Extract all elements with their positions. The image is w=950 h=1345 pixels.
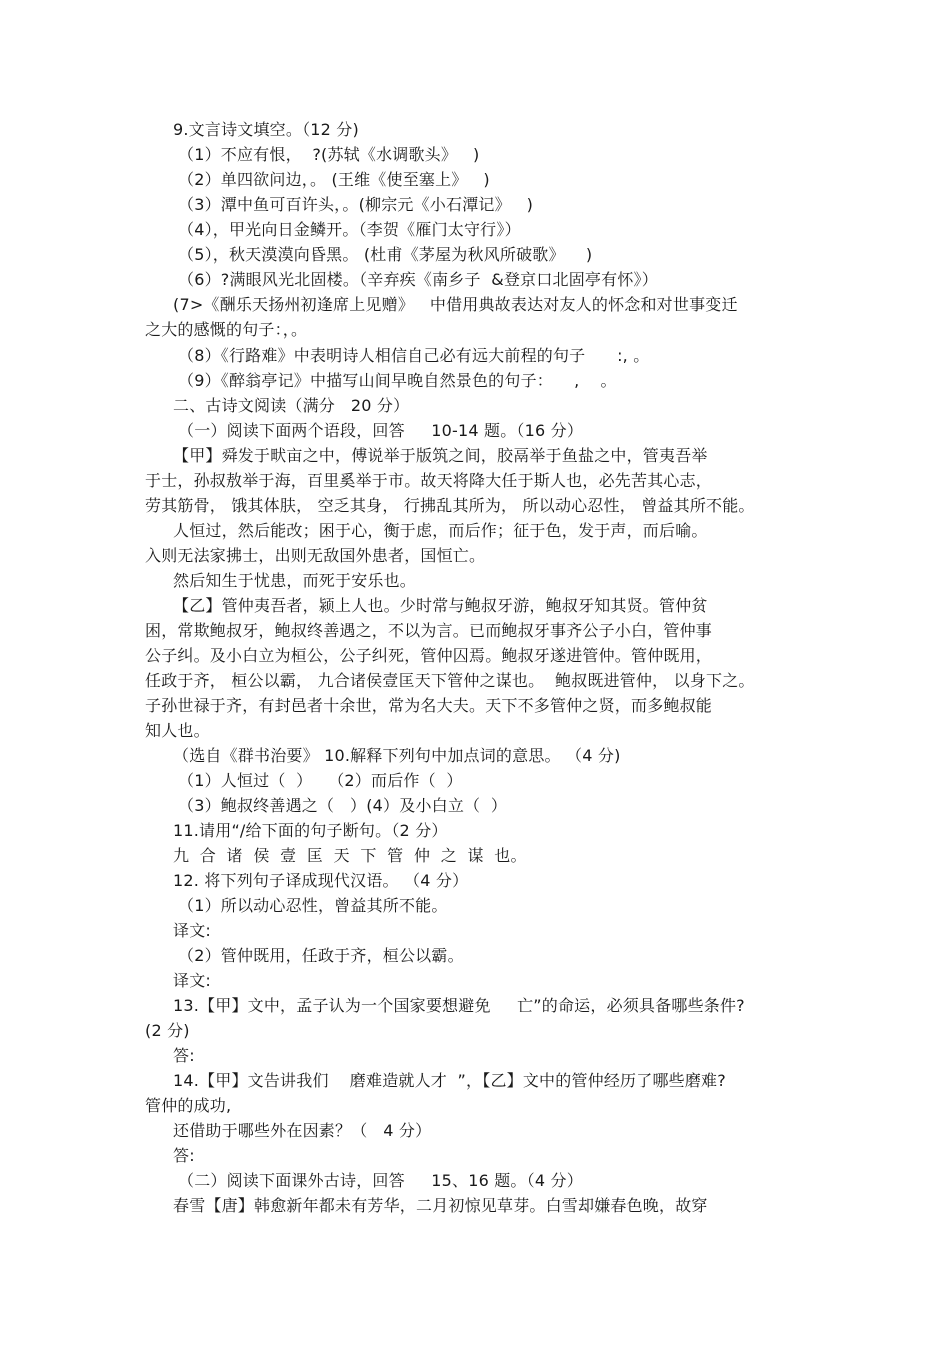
section-2-heading: 二、古诗文阅读（满分 20 分） <box>173 396 410 415</box>
question-10-items-2: （3）鲍叔终善遇之（ ）(4）及小白立（ ） <box>178 796 508 815</box>
translation-label-2: 译文: <box>173 971 211 990</box>
question-10-items-1: （1）人恒过（ ） （2）而后作（ ） <box>178 771 463 790</box>
passage-yi-line-2: 困，常欺鲍叔牙，鲍叔终善遇之，不以为言。已而鲍叔牙事齐公子小白，管仲事 <box>145 621 713 640</box>
passage-yi-line-4: 任政于齐， 桓公以霸， 九合诸侯壹匡天下管仲之谋也。 鲍叔既进管仲， 以身下之。 <box>145 671 755 690</box>
passage-yi-line-6: 知人也。 <box>145 721 210 740</box>
passage-jia-line-2: 于士，孙叔敖举于海，百里奚举于市。故天将降大任于斯人也，必先苦其心志， <box>145 471 713 490</box>
passage-yi-line-3: 公子纠。及小白立为桓公，公子纠死，管仲囚焉。鲍叔牙遂进管仲。管仲既用， <box>145 646 713 665</box>
passage-yi-line-5: 子孙世禄于齐，有封邑者十余世，常为名大夫。天下不多管仲之贤，而多鲍叔能 <box>145 696 713 715</box>
fill-line-2: （2）单四欲问边，。 (王维《使至塞上》 ) <box>178 170 490 189</box>
fill-line-1: （1）不应有恨， ?(苏轼《水调歌头》 ) <box>178 145 480 164</box>
fill-line-4: （4），甲光向日金鳞开。（李贺《雁门太守行》） <box>178 220 521 239</box>
passage-yi-line-1: 【乙】管仲夷吾者，颍上人也。少时常与鲍叔牙游，鲍叔牙知其贤。管仲贫 <box>173 596 708 615</box>
fill-line-5: （5），秋天漠漠向昏黑。 (杜甫《茅屋为秋风所破歌》 ) <box>178 245 593 264</box>
passage-jia-line-1: 【甲】舜发于畎亩之中，傅说举于版筑之间，胶鬲举于鱼盐之中，管夷吾举 <box>173 446 708 465</box>
question-14-cont-1: 管仲的成功, <box>145 1096 232 1115</box>
answer-label-14: 答: <box>173 1146 195 1165</box>
question-11-heading: 11.请用“/给下面的句子断句。（2 分） <box>173 821 448 840</box>
fill-line-7-cont: 之大的感慨的句子：，。 <box>145 320 308 339</box>
subsection-2-heading: （二）阅读下面课外古诗，回答 15、16 题。（4 分） <box>178 1171 583 1190</box>
question-10-heading: （选自《群书治要》 10.解释下列句中加点词的意思。 （4 分) <box>173 746 621 765</box>
passage-jia-line-5: 入则无法家拂士，出则无敌国外患者，国恒亡。 <box>145 546 486 565</box>
question-9-heading: 9.文言诗文填空。（12 分) <box>173 120 359 139</box>
subsection-1-heading: （一）阅读下面两个语段，回答 10-14 题。（16 分） <box>178 421 584 440</box>
passage-jia-line-6: 然后知生于忧患，而死于安乐也。 <box>173 571 417 590</box>
question-12-item-1: （1）所以动心忍性，曾益其所不能。 <box>178 896 448 915</box>
question-13-heading: 13.【甲】文中，孟子认为一个国家要想避免 亡”的命运，必须具备哪些条件? <box>173 996 745 1015</box>
fill-line-8: （8）《行路难》中表明诗人相信自己必有远大前程的句子 :, 。 <box>178 346 650 365</box>
question-12-heading: 12. 将下列句子译成现代汉语。 （4 分） <box>173 871 469 890</box>
fill-line-9: （9）《醉翁亭记》中描写山间早晚自然景色的句子： , 。 <box>178 371 617 390</box>
translation-label-1: 译文: <box>173 921 211 940</box>
passage-jia-line-3: 劳其筋骨， 饿其体肤， 空乏其身， 行拂乱其所为， 所以动心忍性， 曾益其所不能。 <box>145 496 755 515</box>
question-13-score: (2 分) <box>145 1021 190 1040</box>
fill-line-7: (7>《酬乐天扬州初逢席上见赠》 中借用典故表达对友人的怀念和对世事变迁 <box>173 295 738 314</box>
question-11-sentence: 九 合 诸 侯 壹 匡 天 下 管 仲 之 谋 也。 <box>173 846 527 865</box>
question-14-cont-2: 还借助于哪些外在因素？（ 4 分） <box>173 1121 432 1140</box>
passage-jia-line-4: 人恒过，然后能改；困于心，衡于虑，而后作；征于色，发于声，而后喻。 <box>173 521 708 540</box>
fill-line-3: （3）潭中鱼可百许头，。(柳宗元《小石潭记》 ) <box>178 195 534 214</box>
poem-line-1: 春雪【唐】韩愈新年都未有芳华，二月初惊见草芽。白雪却嫌春色晚，故穿 <box>173 1196 708 1215</box>
fill-line-6: （6）?满眼风光北固楼。（辛弃疾《南乡子 &登京口北固亭有怀》） <box>178 270 658 289</box>
answer-label-13: 答: <box>173 1046 195 1065</box>
question-14-heading: 14.【甲】文告讲我们 磨难造就人才 ”，【乙】文中的管仲经历了哪些磨难? <box>173 1071 726 1090</box>
question-12-item-2: （2）管仲既用，任政于齐，桓公以霸。 <box>178 946 464 965</box>
